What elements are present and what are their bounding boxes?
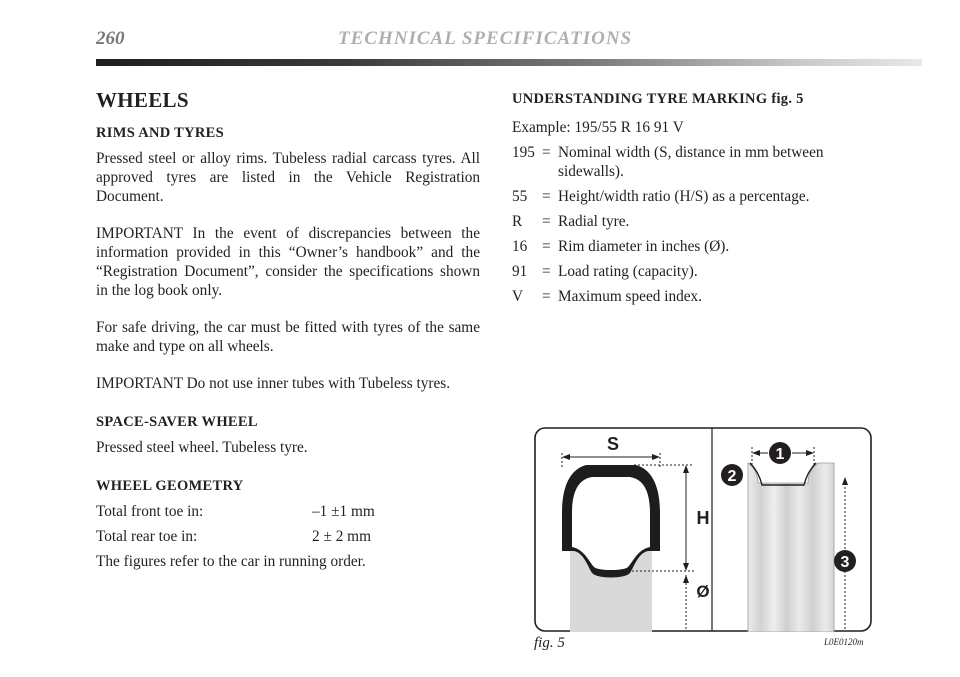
marking-row <box>512 143 892 181</box>
marking-desc: Rim diameter in inches (Ø). <box>558 238 730 255</box>
page-number: 260 <box>96 28 125 49</box>
spare-text: Pressed steel wheel. Tubeless tyre. <box>96 439 308 456</box>
marking-equals: = <box>542 213 551 230</box>
section-title: TECHNICAL SPECIFICATIONS <box>338 28 633 49</box>
callout-3 <box>834 550 856 572</box>
marking-desc: Maximum speed index. <box>558 288 703 305</box>
marking-row <box>512 237 892 256</box>
marking-code: 16 <box>512 238 528 255</box>
label-h: H <box>696 508 710 528</box>
marking-code: 91 <box>512 263 528 280</box>
marking-code: 195 <box>512 144 535 161</box>
callout-2-label: 2 <box>727 468 737 485</box>
geometry-value: –1 ±1 mm <box>312 503 375 520</box>
geometry-value: 2 ± 2 mm <box>312 528 371 545</box>
marking-equals: = <box>542 263 551 280</box>
tyre-example: Example: 195/55 R 16 91 V <box>512 119 684 136</box>
geometry-row <box>96 527 480 546</box>
geometry-label: Total front toe in: <box>96 503 204 520</box>
geometry-note: The figures refer to the car in running order. <box>96 553 366 570</box>
geometry-row <box>96 502 480 521</box>
marking-desc: Load rating (capacity). <box>558 263 698 280</box>
marking-desc: Radial tyre. <box>558 213 630 230</box>
marking-row <box>512 212 892 231</box>
marking-row <box>512 287 892 306</box>
label-s: S <box>606 434 620 454</box>
right-column <box>512 90 892 312</box>
page-header <box>96 28 922 50</box>
marking-code: V <box>512 288 524 305</box>
rims-paragraph-2: IMPORTANT In the event of discrepancies between the information provided in this “Owner’s handbook” and the “Registration Document”, consider the specifications shown in the log book only. <box>96 225 480 299</box>
marking-equals: = <box>542 144 551 161</box>
callout-1-label: 1 <box>775 446 785 463</box>
marking-row <box>512 262 892 281</box>
rims-paragraph-4: IMPORTANT Do not use inner tubes with Tubeless tyres. <box>96 375 451 392</box>
callout-1 <box>769 442 791 464</box>
left-column <box>96 88 480 571</box>
marking-desc: Nominal width (S, distance in mm between sidewalls). <box>558 144 824 180</box>
tyre-tread <box>748 463 834 632</box>
tyre-marking-figure <box>534 427 872 632</box>
marking-row <box>512 187 892 206</box>
header-rule <box>96 59 922 66</box>
rims-paragraph-3: For safe driving, the car must be fitted with tyres of the same make and type on all wheels. <box>96 319 480 355</box>
wheels-title: WHEELS <box>96 88 189 112</box>
geometry-label: Total rear toe in: <box>96 528 198 545</box>
marking-code: 55 <box>512 188 528 205</box>
callout-2 <box>721 464 743 486</box>
marking-equals: = <box>542 238 551 255</box>
label-diameter: Ø <box>696 582 710 601</box>
callout-3-label: 3 <box>840 554 850 571</box>
tyre-cross-section <box>562 465 660 632</box>
marking-equals: = <box>542 188 551 205</box>
rims-heading: RIMS AND TYRES <box>96 125 225 141</box>
tyre-marking-heading: UNDERSTANDING TYRE MARKING fig. 5 <box>512 91 804 107</box>
spare-heading: SPACE-SAVER WHEEL <box>96 414 258 430</box>
marking-equals: = <box>542 288 551 305</box>
marking-code: R <box>512 213 523 230</box>
rims-paragraph-1: Pressed steel or alloy rims. Tubeless radial carcass tyres. All approved tyres are listed in the Vehicle Registration Document. <box>96 150 480 205</box>
marking-desc: Height/width ratio (H/S) as a percentage. <box>558 188 810 205</box>
figure-caption: fig. 5 <box>534 635 565 651</box>
geometry-heading: WHEEL GEOMETRY <box>96 478 244 494</box>
figure-code: L0E0120m <box>824 637 864 647</box>
